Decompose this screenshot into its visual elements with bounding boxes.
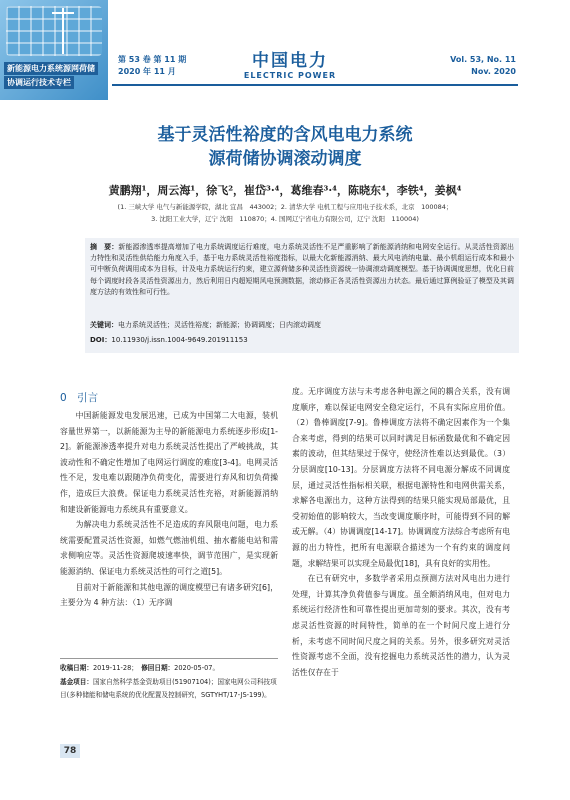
doi-link[interactable]: 10.11930/j.issn.1004-9649.201911153 [111, 336, 248, 344]
paragraph: 为解决电力系统灵活性不足造成的弃风限电问题，电力系统需要配置灵活性资源，如燃气燃油机组、抽水蓄能电站和需求侧响应等。灵活性资源爬坡速率快，调节范围广，是实现新能源消纳、保证电力系统灵活性的可行之道[5]。 [60, 520, 278, 576]
keywords [90, 320, 514, 331]
paragraph: 度。无序调度方法与未考虑各种电源之间的耦合关系，没有调度顺序，难以保证电网安全稳定运行，不具有实际应用价值。（2）鲁棒调度[7-9]。鲁棒调度方法将不确定因素作为一个集合来考虑，得到的结果可以同时满足目标函数最优和不确定因素的波动，但其结果过于保守，使经济性难以达到最优。（3）分层调度[10-13]。分层调度方法将不同电源分解成不同调度层，通过灵活性指标相关联，根据电源特性和电网供需关系，求解各电源出力，这种方法得到的结果只能实现局部最优，且受初始值的影响较大，当改变调度顺序时，可能得到不同的解或无解。（4）协调调度[14-17]。协调调度方法综合考虑所有电源的出力特性，把所有电源联合描述为一个有约束的调度问题，求解结果可以实现全局最优[18]，具有良好的实用性。 [292, 387, 510, 568]
footnote-rule [60, 658, 278, 659]
column-banner [0, 0, 108, 100]
section-heading-introduction: 0 引言 [60, 392, 99, 404]
journal-name-cn: 中国电力 [252, 51, 328, 71]
footnote [60, 662, 278, 703]
doi-label: DOI： [90, 336, 112, 344]
affiliation-line1: (1. 三峡大学 电气与新能源学院，湖北 宜昌 443002；2. 清华大学 电机工程与应用电子技术系，北京 100084； [117, 203, 453, 211]
transmission-tower-icon [62, 8, 64, 54]
fund-label: 基金项目： [60, 677, 93, 686]
header-right [450, 54, 516, 78]
abstract-label: 摘 要： [90, 243, 119, 251]
banner-line2: 协调运行技术专栏 [4, 76, 74, 89]
abstract-text: 新能源渗透率提高增加了电力系统调度运行难度，电力系统灵活性不足严重影响了新能源消纳和电网安全运行。从灵活性资源出力特性和灵活性供给能力角度入手，基于电力系统灵活性裕度指标，以最大化新能源消纳、最大风电消纳电量、最小机组运行成本和最小可中断负荷调用成本为目标，计及电力系统运行约束，建立源荷储多种灵活性资源统一协调滚动调度模型。基于协调调度思想，优化日前每个调度时段各灵活性资源出力，然后利用日内超短期风电预测数据，滚动修正各灵活性资源出力状态。最后通过算例验证了模型及其调度方法的有效性和可行性。 [90, 243, 515, 296]
header-volume: 第 53 卷 第 11 期 [118, 55, 187, 64]
paper-title-line2: 源荷储协调滚动调度 [208, 149, 362, 169]
author-list: 黄鹏翔¹，周云海¹，徐飞²，崔岱³·⁴，葛维春³·⁴，陈晓东⁴，李铁⁴，姜枫⁴ [108, 184, 462, 197]
paper-title-line1: 基于灵活性裕度的含风电电力系统 [157, 125, 413, 145]
footnote-dates [60, 662, 278, 676]
banner-line1: 新能源电力系统源网荷储 [4, 62, 98, 75]
received-label: 收稿日期： [60, 664, 93, 672]
revised-date: 2020-05-07。 [174, 664, 220, 672]
paragraph: 在已有研究中，多数学者采用点预测方法对风电出力进行处理，计算其净负荷值参与调度。虽全额消纳风电，但对电力系统运行经济性和可靠性提出更加苛刻的要求。其次，没有考虑灵活性资源的时间特性，简单的在一个时间尺度上进行分析，未考虑不同时间尺度之间的关系。另外，很多研究对灵活性资源考虑不全面，没有挖掘电力系统灵活性的潜力，认为灵活性仅存在于 [292, 574, 510, 677]
keywords-text: 电力系统灵活性；灵活性裕度；新能源；协调调度；日内滚动调度 [118, 321, 321, 329]
header-date-cn: 2020 年 11 月 [118, 67, 176, 76]
paragraph: 中国新能源发电发展迅速，已成为中国第二大电源，装机容量世界第一，以新能源为主导的新能源电力系统逐步形成[1-2]。新能源渗透率提升对电力系统灵活性提出了严峻挑战，其波动性和不确定性增加了电网运行调度的难度[3-4]。电网灵活性不足，发电难以跟随净负荷变化，需要进行弃风和切负荷操作，造成巨大浪费。保证电力系统灵活性充裕，对新能源消纳和建设新能源电力系统具有重要意义。 [60, 411, 278, 514]
footnote-fund [60, 676, 278, 703]
page-number: 78 [60, 744, 80, 758]
right-column [292, 384, 510, 680]
abstract [90, 242, 514, 298]
affiliation-line2: 3. 沈阳工业大学，辽宁 沈阳 110870；4. 国网辽宁省电力有限公司，辽宁 沈阳 110004) [151, 215, 419, 223]
journal-name-en: ELECTRIC POWER [243, 71, 337, 80]
paragraph: 目前对于新能源和其他电源的调度模型已有诸多研究[6]，主要分为 4 种方法：（1）无序调 [60, 582, 278, 608]
keywords-label: 关键词： [90, 321, 118, 329]
fund-text: 国家自然科学基金资助项目(51907104)；国家电网公司科技项目(多种储能和储电系统的优化配置及控制研究，SGTYHT/17-JS-199)。 [60, 677, 277, 699]
header-left [118, 54, 186, 78]
header-date-en: Nov. 2020 [471, 67, 516, 76]
doi [90, 335, 514, 346]
header-volume-en: Vol. 53, No. 11 [450, 55, 516, 64]
received-date: 2019-11-28； [92, 664, 135, 672]
left-column [60, 408, 278, 611]
header-rule [112, 84, 518, 86]
journal-title [230, 46, 350, 80]
revised-label: 修回日期： [141, 664, 175, 672]
